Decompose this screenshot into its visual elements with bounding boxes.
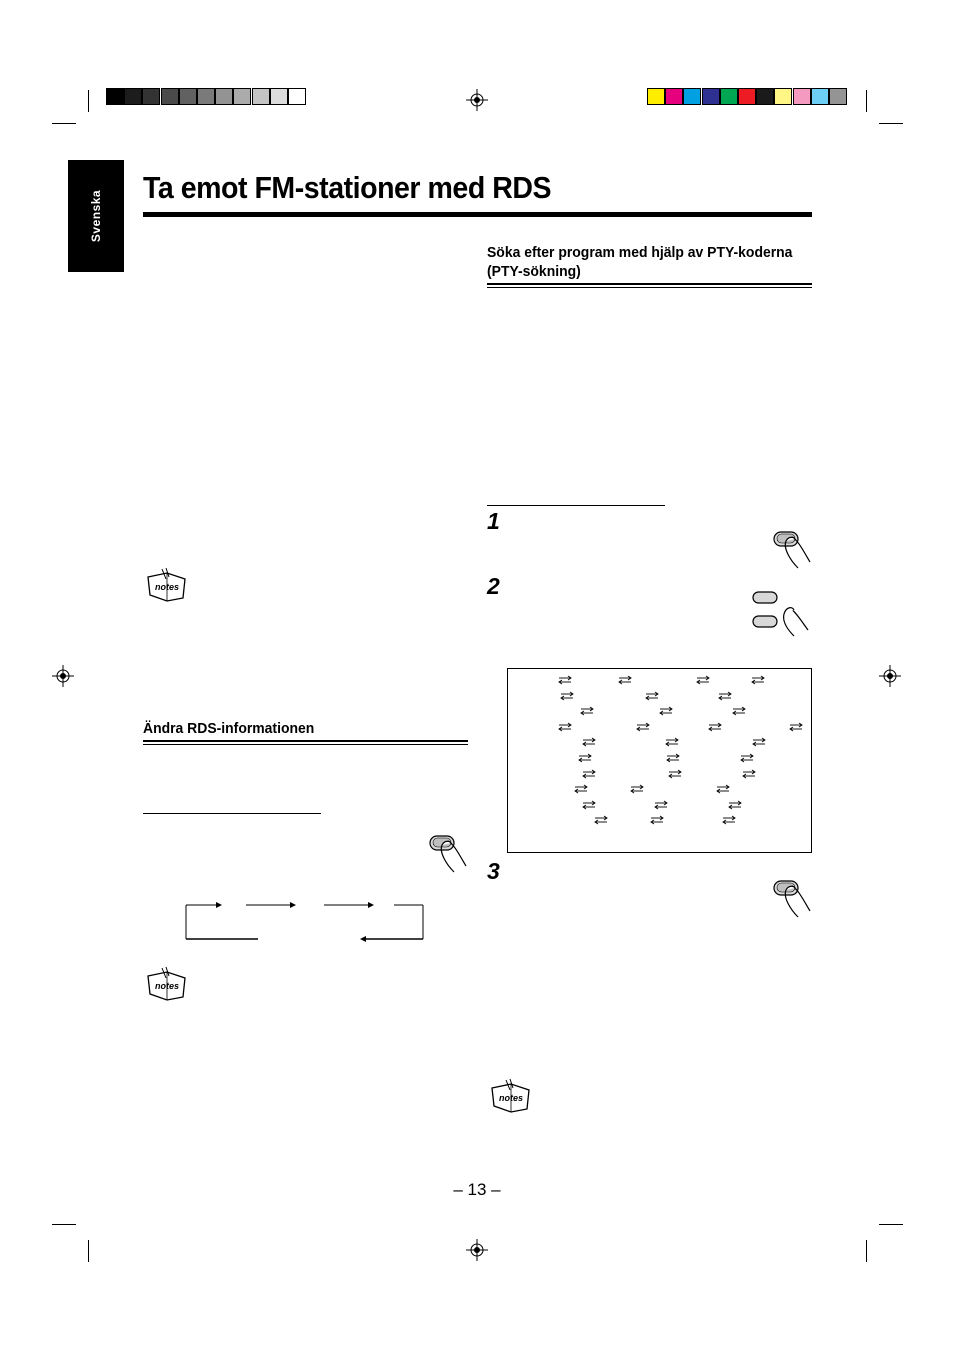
bidirectional-arrow-icon: [560, 691, 574, 701]
registration-mark-icon: [879, 665, 901, 687]
calibration-swatch: [252, 88, 270, 105]
bidirectional-arrow-icon: [665, 737, 679, 747]
bidirectional-arrow-icon: [654, 800, 668, 810]
calibration-swatch: [179, 88, 197, 105]
calibration-swatch: [288, 88, 306, 105]
crop-mark: [866, 1240, 867, 1262]
bidirectional-arrow-icon: [696, 675, 710, 685]
step-number: 3: [487, 858, 500, 884]
bidirectional-arrow-icon: [789, 722, 803, 732]
crop-mark: [879, 1224, 903, 1225]
underline-rule: [487, 505, 665, 506]
calibration-swatch: [756, 88, 774, 105]
bidirectional-arrow-icon: [716, 784, 730, 794]
section-heading-pty-search-line2: (PTY-sökning): [487, 263, 581, 280]
finger-press-button-icon: [768, 875, 814, 921]
calibration-swatch: [793, 88, 811, 105]
bidirectional-arrow-icon: [645, 691, 659, 701]
calibration-swatch: [142, 88, 160, 105]
bidirectional-arrow-icon: [582, 769, 596, 779]
calibration-swatch: [106, 88, 124, 105]
section-heading-pty-search: Söka efter program med hjälp av PTY-koderna: [487, 244, 793, 261]
calibration-swatch: [720, 88, 738, 105]
underline-rule: [143, 813, 321, 814]
bidirectional-arrow-icon: [630, 784, 644, 794]
finger-press-button-icon: [768, 526, 814, 572]
calibration-swatch: [829, 88, 847, 105]
section-rule: [487, 283, 812, 288]
calibration-swatch: [215, 88, 233, 105]
bidirectional-arrow-icon: [666, 753, 680, 763]
registration-mark-icon: [466, 89, 488, 111]
finger-press-up-down-buttons-icon: [750, 588, 814, 638]
page-number: – 13 –: [453, 1180, 501, 1199]
crop-mark: [88, 1240, 89, 1262]
notes-icon: [145, 966, 189, 1002]
bidirectional-arrow-icon: [618, 675, 632, 685]
bidirectional-arrow-icon: [740, 753, 754, 763]
step-number: 1: [487, 508, 500, 534]
bidirectional-arrow-icon: [732, 706, 746, 716]
calibration-swatch: [811, 88, 829, 105]
bidirectional-arrow-icon: [751, 675, 765, 685]
calibration-swatch: [665, 88, 683, 105]
svg-text:notes: notes: [154, 981, 180, 991]
crop-mark: [52, 1224, 76, 1225]
calibration-swatch: [774, 88, 792, 105]
language-tab-label: Svenska: [89, 189, 103, 243]
calibration-swatch: [233, 88, 251, 105]
svg-text:notes: notes: [154, 582, 180, 592]
bidirectional-arrow-icon: [580, 706, 594, 716]
bidirectional-arrow-icon: [558, 722, 572, 732]
bidirectional-arrow-icon: [578, 753, 592, 763]
calibration-swatch: [702, 88, 720, 105]
calibration-swatch: [683, 88, 701, 105]
bidirectional-arrow-icon: [728, 800, 742, 810]
bidirectional-arrow-icon: [650, 815, 664, 825]
title-rule: [143, 212, 812, 217]
bidirectional-arrow-icon: [708, 722, 722, 732]
calibration-swatch: [124, 88, 142, 105]
page-title: Ta emot FM-stationer med RDS: [143, 170, 552, 205]
bidirectional-arrow-icon: [659, 706, 673, 716]
display-cycle-diagram: [180, 895, 430, 945]
section-heading-change-rds: Ändra RDS-informationen: [143, 720, 315, 737]
bidirectional-arrow-icon: [594, 815, 608, 825]
svg-text:notes: notes: [498, 1093, 524, 1103]
pty-code-diagram: [507, 668, 812, 853]
crop-mark: [866, 90, 867, 112]
calibration-swatch: [197, 88, 215, 105]
registration-mark-icon: [466, 1239, 488, 1261]
registration-mark-icon: [52, 665, 74, 687]
calibration-swatch: [161, 88, 179, 105]
crop-mark: [88, 90, 89, 112]
bidirectional-arrow-icon: [582, 737, 596, 747]
calibration-swatch: [738, 88, 756, 105]
bidirectional-arrow-icon: [636, 722, 650, 732]
calibration-swatch: [647, 88, 665, 105]
notes-icon: [489, 1078, 533, 1114]
bidirectional-arrow-icon: [722, 815, 736, 825]
calibration-swatch: [270, 88, 288, 105]
bidirectional-arrow-icon: [668, 769, 682, 779]
bidirectional-arrow-icon: [558, 675, 572, 685]
finger-press-button-icon: [424, 830, 470, 876]
bidirectional-arrow-icon: [574, 784, 588, 794]
bidirectional-arrow-icon: [742, 769, 756, 779]
bidirectional-arrow-icon: [582, 800, 596, 810]
crop-mark: [879, 123, 903, 124]
crop-mark: [52, 123, 76, 124]
section-rule: [143, 740, 468, 745]
notes-icon: [145, 567, 189, 603]
bidirectional-arrow-icon: [752, 737, 766, 747]
step-number: 2: [487, 573, 500, 599]
bidirectional-arrow-icon: [718, 691, 732, 701]
